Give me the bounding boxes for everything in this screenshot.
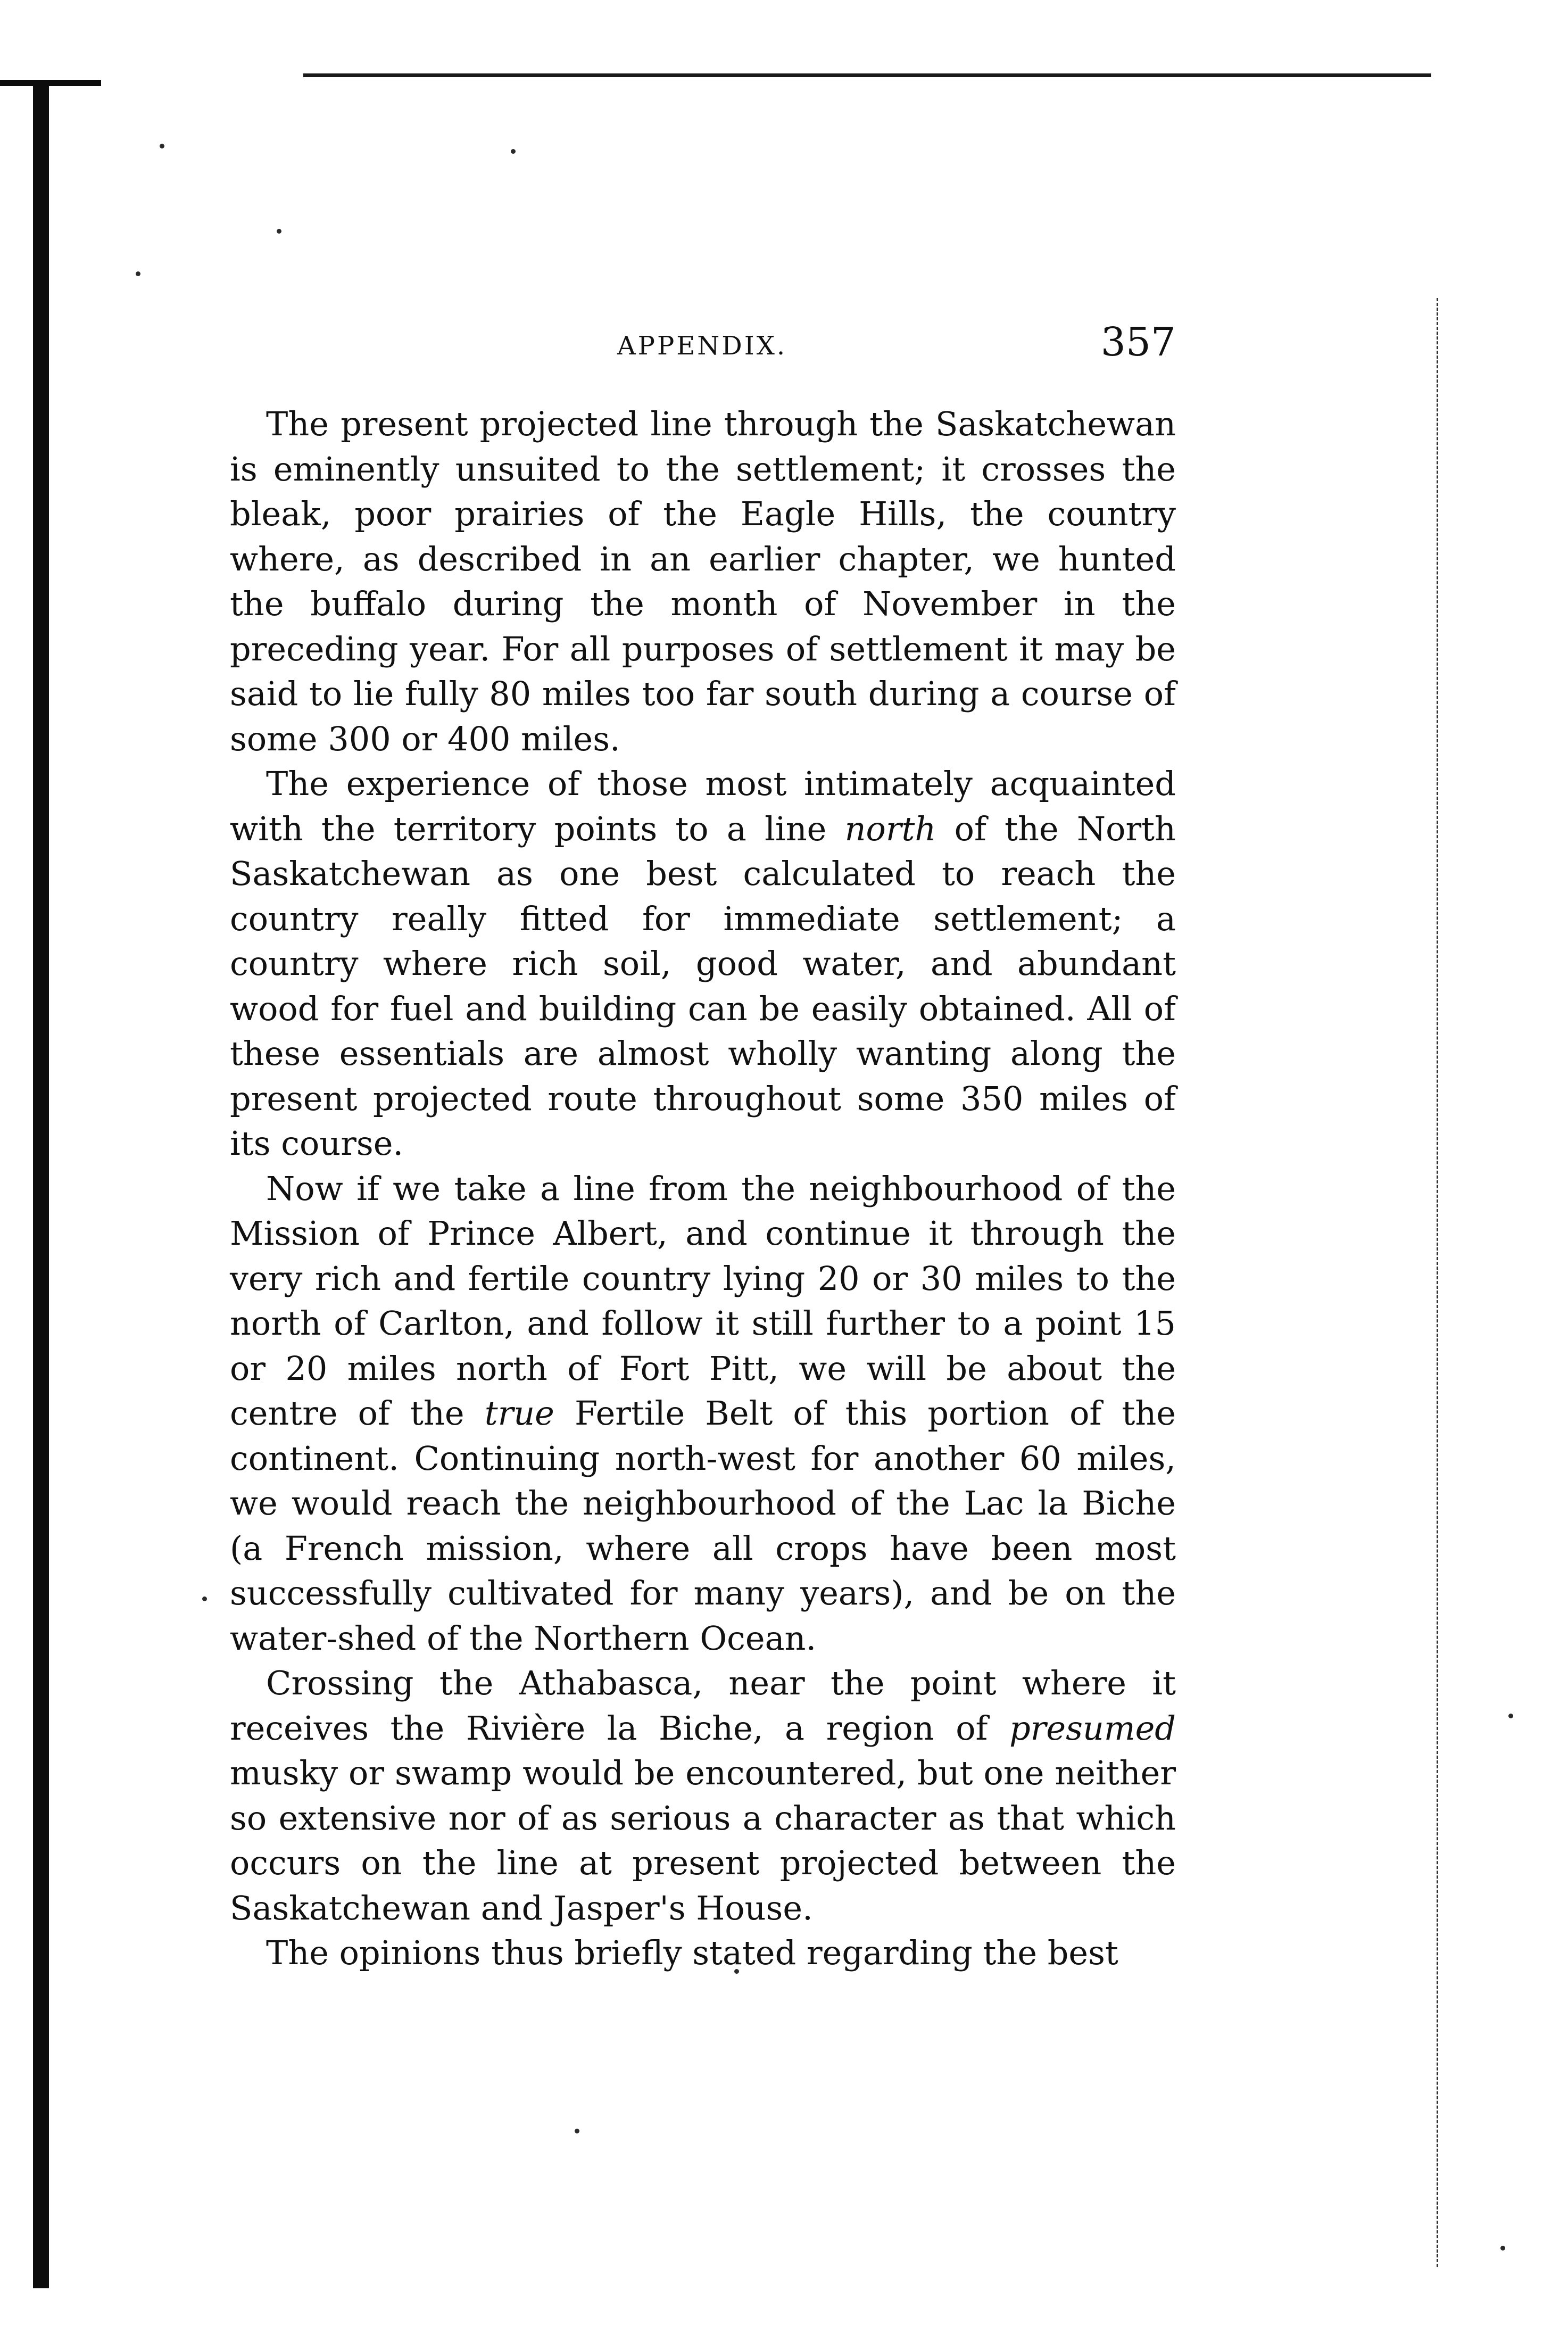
text-run: The opinions thus briefly stated regarding the best	[266, 1933, 1118, 1972]
speck	[511, 149, 516, 154]
text-run: musky or swamp would be encountered, but one neither so extensive nor of as serious a character as that which occurs on the line at present projected between the Saskatchewan and Jasper's House.	[230, 1753, 1176, 1927]
speck	[160, 144, 164, 148]
italic-text: presumed	[1009, 1708, 1176, 1748]
speck	[277, 229, 281, 234]
running-head	[229, 319, 1176, 373]
page-number: 357	[1100, 319, 1176, 365]
text-run: Now if we take a line from the neighbourhood of the Mission of Prince Albert, and continue it through the very rich and fertile country lying 20 or 30 miles to the north of Carlton, and follow it still further to a point 15 or 20 miles north of Fort Pitt, we will be about the centre of the	[230, 1169, 1176, 1433]
italic-text: north	[844, 809, 936, 848]
scan-top-rule	[303, 73, 1431, 77]
speck	[575, 2129, 579, 2133]
text-run: of the North Saskatchewan as one best calculated to reach the country really fitted for immediate settlement; a country where rich soil, good water, and abundant wood for fuel and building can be easily obtained. All of these essentials are almost wholly wanting along the present projected route throughout some 350 miles of its course.	[230, 809, 1176, 1163]
scan-edge-shadow	[33, 80, 49, 2288]
text-run: Fertile Belt of this portion of the continent. Continuing north-west for another 60 miles, we would reach the neighbourhood of the Lac la Biche (a French mission, where all crops have been most successfully cultivated for many years), and be on the water-shed of the Northern Ocean.	[230, 1394, 1176, 1658]
speck	[136, 271, 140, 276]
text-run: The present projected line through the Saskatchewan is eminently unsuited to the settlement; it crosses the bleak, poor prairies of the Eagle Hills, the country where, as described in an earlier chapter, we hunted the buffalo during the month of November in the preceding year. For all purposes of settlement it may be said to lie fully 80 miles too far south during a course of some 300 or 400 miles.	[230, 404, 1176, 758]
scan-edge-shadow-top	[0, 80, 101, 86]
running-title: APPENDIX.	[617, 331, 787, 361]
speck	[202, 1596, 207, 1601]
speck	[1500, 2246, 1505, 2251]
body-text	[230, 402, 1176, 1976]
italic-text: true	[484, 1394, 554, 1433]
paragraph	[230, 762, 1176, 1166]
scan-right-edge	[1437, 298, 1440, 2267]
speck	[1508, 1714, 1513, 1718]
paragraph	[230, 1661, 1176, 1931]
paragraph	[230, 1931, 1176, 1976]
text-run: The experience of those most intimately acquainted with the territory points to a line	[230, 764, 1176, 848]
paragraph	[230, 1166, 1176, 1661]
paragraph	[230, 402, 1176, 762]
text-run: Crossing the Athabasca, near the point where it receives the Rivière la Biche, a region of	[230, 1664, 1176, 1748]
